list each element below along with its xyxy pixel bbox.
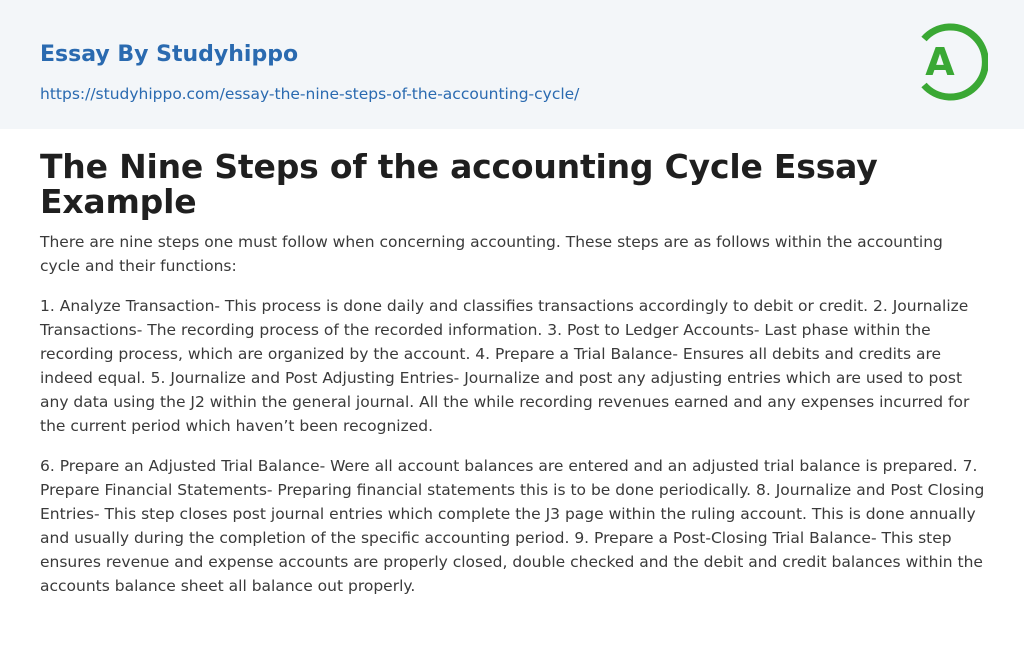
site-brand[interactable]: Essay By Studyhippo: [40, 42, 299, 67]
site-header: [0, 0, 1024, 129]
article: [0, 129, 1024, 598]
studyhippo-logo-icon[interactable]: [910, 18, 988, 106]
article-paragraph: 6. Prepare an Adjusted Trial Balance- Were all account balances are entered and an adjusted trial balance is prepared. 7. Prepare Financial Statements- Preparing financial statements this is to be done periodically. 8. Journalize and Post Closing Entries- This step closes post journal entries which complete the J3 page within the ruling account. This is done annually and usually during the completion of the specific accounting period. 9. Prepare a Post-Closing Trial Balance- This step ensures revenue and expense accounts are properly closed, double checked and the debit and credit balances within the accounts balance sheet all balance out properly.: [40, 457, 985, 595]
article-paragraph: 1. Analyze Transaction- This process is done daily and classifies transactions accordingly to debit or credit. 2. Journalize Transactions- The recording process of the recorded information. 3. Post to Ledger Accounts- Last phase within the recording process, which are organized by the account. 4. Prepare a Trial Balance- Ensures all debits and credits are indeed equal. 5. Journalize and Post Adjusting Entries- Journalize and post any adjusting entries which are used to post any data using the J2 within the general journal. All the while recording revenues earned and any expenses incurred for the current period which haven’t been recognized.: [40, 297, 970, 435]
source-url-link[interactable]: https://studyhippo.com/essay-the-nine-steps-of-the-accounting-cycle/: [40, 85, 580, 103]
logo-letter: A: [925, 40, 955, 84]
article-paragraph: There are nine steps one must follow when concerning accounting. These steps are as follows within the accounting cycle and their functions:: [40, 233, 943, 275]
article-title: The Nine Steps of the accounting Cycle Essay Example: [40, 147, 878, 221]
